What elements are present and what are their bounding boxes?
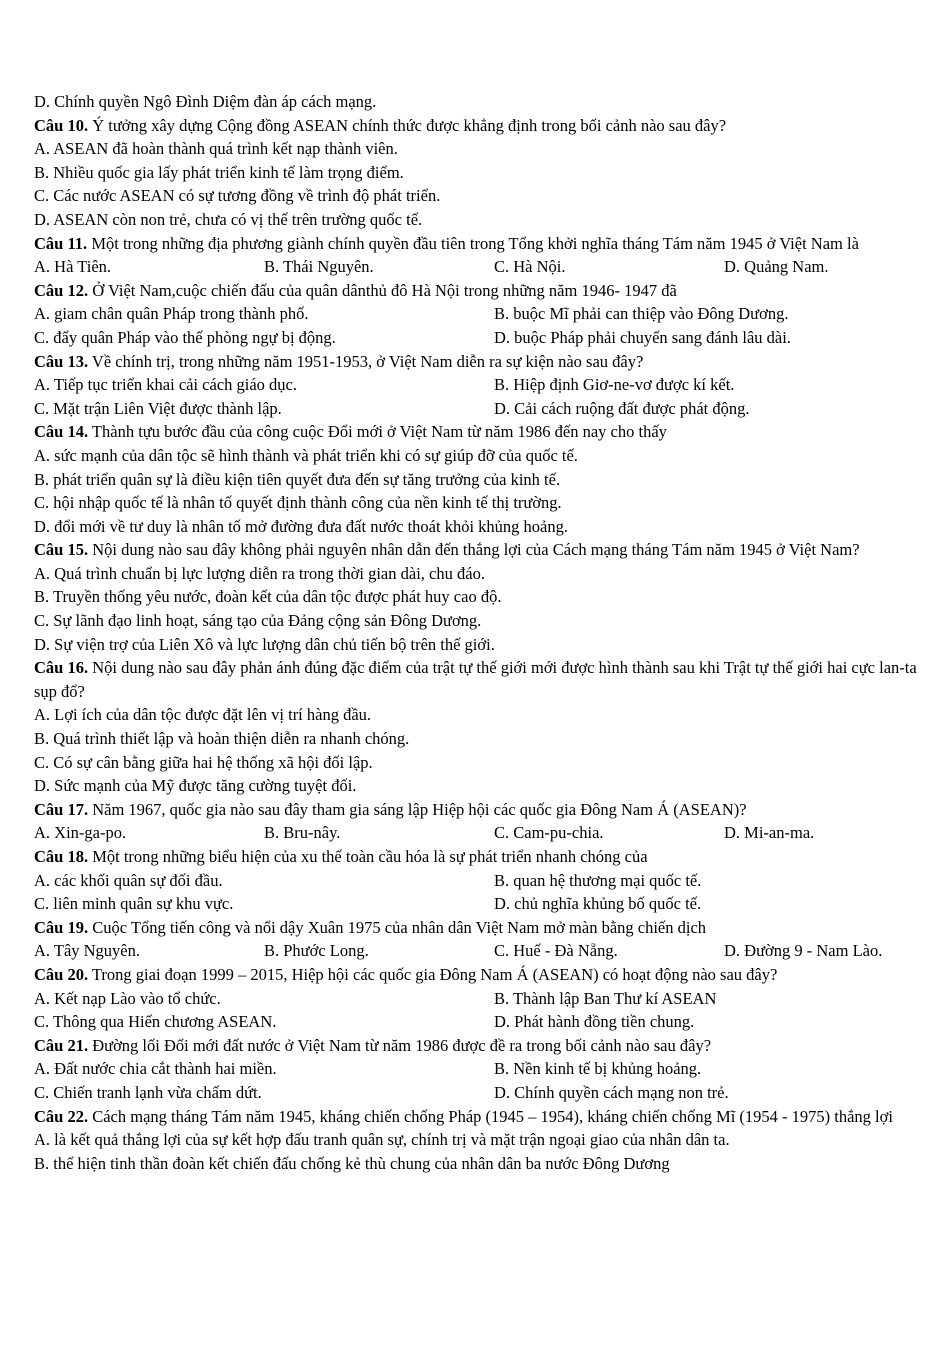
q16-option-d: D. Sức mạnh của Mỹ được tăng cường tuyệt đối.: [34, 776, 357, 796]
q15-option-d: D. Sự viện trợ của Liên Xô và lực lượng dân chủ tiến bộ trên thế giới.: [34, 634, 495, 654]
q12-option-c: C. đẩy quân Pháp vào thế phòng ngự bị động.: [34, 327, 336, 347]
question-text: Nội dung nào sau đây không phải nguyên nhân dẫn đến thắng lợi của Cách mạng tháng Tám năm 1945 ở Việt Nam?: [88, 540, 860, 560]
question-text: Năm 1967, quốc gia nào sau đây tham gia sáng lập Hiệp hội các quốc gia Đông Nam Á (ASEAN)?: [88, 799, 747, 819]
q14-option-d: D. đổi mới về tư duy là nhân tố mở đường đưa đất nước thoát khỏi khủng hoảng.: [34, 516, 568, 536]
q20-option-d: D. Phát hành đồng tiền chung.: [494, 1012, 695, 1032]
question-text: Đường lối Đổi mới đất nước ở Việt Nam từ năm 1986 được đề ra trong bối cảnh nào sau đây?: [88, 1035, 712, 1055]
q11-option-a: A. Hà Tiên.: [34, 257, 112, 277]
q18-options-row2: [34, 892, 924, 916]
q18-option-c: C. liên minh quân sự khu vực.: [34, 894, 234, 914]
question-number: Câu 16.: [34, 658, 89, 678]
question-number: Câu 11.: [34, 233, 88, 253]
q11-option-d: D. Quảng Nam.: [724, 257, 829, 277]
question-number: Câu 10.: [34, 115, 89, 135]
q18-option-b: B. quan hệ thương mại quốc tế.: [494, 870, 702, 890]
q18-options-row1: [34, 869, 924, 893]
q19-option-a: A. Tây Nguyên.: [34, 941, 141, 961]
question-text: Một trong những biểu hiện của xu thế toàn cầu hóa là sự phát triển nhanh chóng của: [88, 847, 648, 866]
q16-option-c: C. Có sự cân bằng giữa hai hệ thống xã hội đối lập.: [34, 752, 373, 772]
question-text: Ý tưởng xây dựng Cộng đồng ASEAN chính thức được khẳng định trong bối cảnh nào sau đây?: [88, 115, 727, 135]
question-number: Câu 19.: [34, 917, 89, 937]
question-20: [34, 963, 924, 987]
q19-option-c: C. Huế - Đà Nẵng.: [494, 941, 618, 961]
q12-option-d: D. buộc Pháp phải chuyển sang đánh lâu dài.: [494, 327, 791, 347]
question-number: Câu 22.: [34, 1106, 89, 1126]
question-text: Trong giai đoạn 1999 – 2015, Hiệp hội các quốc gia Đông Nam Á (ASEAN) có hoạt động nào sau đây?: [88, 964, 778, 984]
question-number: Câu 21.: [34, 1035, 89, 1055]
q21-option-d: D. Chính quyền cách mạng non trẻ.: [494, 1082, 729, 1102]
q12-option-b: B. buộc Mĩ phải can thiệp vào Đông Dương.: [494, 304, 789, 324]
question-14: [34, 420, 924, 444]
q13-option-c: C. Mặt trận Liên Việt được thành lập.: [34, 398, 282, 418]
exam-page: [34, 90, 924, 1175]
q20-option-c: C. Thông qua Hiến chương ASEAN.: [34, 1012, 277, 1032]
q10-option-c: C. Các nước ASEAN có sự tương đồng về trình độ phát triển.: [34, 186, 441, 206]
q17-options: [34, 821, 924, 845]
q21-option-c: C. Chiến tranh lạnh vừa chấm dứt.: [34, 1082, 262, 1102]
q13-option-b: B. Hiệp định Giơ-ne-vơ được kí kết.: [494, 375, 735, 395]
q17-option-b: B. Bru-nây.: [264, 823, 341, 843]
question-16: [34, 656, 924, 703]
q12-options-row1: [34, 302, 924, 326]
q13-options-row2: [34, 397, 924, 421]
question-18: [34, 845, 924, 869]
question-number: Câu 20.: [34, 964, 89, 984]
q16-option-b: B. Quá trình thiết lập và hoàn thiện diễn ra nhanh chóng.: [34, 729, 410, 749]
q15-option-b: B. Truyền thống yêu nước, đoàn kết của dân tộc được phát huy cao độ.: [34, 587, 502, 607]
question-number: Câu 14.: [34, 422, 89, 442]
question-19: [34, 916, 924, 940]
q15-option-a: A. Quá trình chuẩn bị lực lượng diễn ra trong thời gian dài, chu đáo.: [34, 563, 485, 583]
q15-option-c: C. Sự lãnh đạo linh hoạt, sáng tạo của Đảng cộng sản Đông Dương.: [34, 611, 482, 631]
q9-option-d: D. Chính quyền Ngô Đình Diệm đàn áp cách mạng.: [34, 92, 377, 111]
q18-option-d: D. chủ nghĩa khủng bố quốc tế.: [494, 894, 702, 914]
question-15: [34, 538, 924, 562]
q20-option-a: A. Kết nạp Lào vào tổ chức.: [34, 988, 221, 1008]
q21-option-a: A. Đất nước chia cắt thành hai miền.: [34, 1059, 277, 1079]
question-10: [34, 114, 924, 138]
q17-option-c: C. Cam-pu-chia.: [494, 823, 604, 843]
q10-option-d: D. ASEAN còn non trẻ, chưa có vị thế trên trường quốc tế.: [34, 209, 423, 229]
question-17: [34, 798, 924, 822]
q12-options-row2: [34, 326, 924, 350]
q12-option-a: A. giam chân quân Pháp trong thành phố.: [34, 304, 309, 324]
q21-options-row1: [34, 1057, 924, 1081]
q17-option-d: D. Mi-an-ma.: [724, 823, 815, 843]
question-number: Câu 18.: [34, 847, 89, 866]
question-number: Câu 17.: [34, 799, 89, 819]
q21-options-row2: [34, 1081, 924, 1105]
question-number: Câu 15.: [34, 540, 89, 560]
q10-option-a: A. ASEAN đã hoàn thành quá trình kết nạp thành viên.: [34, 139, 398, 159]
q18-option-a: A. các khối quân sự đối đầu.: [34, 870, 223, 890]
question-22: [34, 1105, 924, 1129]
q13-options-row1: [34, 373, 924, 397]
q20-options-row1: [34, 987, 924, 1011]
q17-option-a: A. Xin-ga-po.: [34, 823, 127, 843]
q22-option-a: A. là kết quả thắng lợi của sự kết hợp đấu tranh quân sự, chính trị và mặt trận ngoại giao của nhân dân ta.: [34, 1130, 730, 1150]
q14-option-a: A. sức mạnh của dân tộc sẽ hình thành và phát triển khi có sự giúp đỡ của quốc tế.: [34, 445, 578, 465]
question-text: Một trong những địa phương giành chính quyền đầu tiên trong Tổng khởi nghĩa tháng Tám năm 1945 ở Việt Nam là: [87, 233, 859, 253]
question-13: [34, 350, 924, 374]
q13-option-d: D. Cải cách ruộng đất được phát động.: [494, 398, 750, 418]
question-number: Câu 13.: [34, 351, 89, 371]
q11-options: [34, 255, 924, 279]
q20-option-b: B. Thành lập Ban Thư kí ASEAN: [494, 988, 717, 1008]
question-text: Về chính trị, trong những năm 1951-1953, ở Việt Nam diễn ra sự kiện nào sau đây?: [88, 351, 644, 371]
q20-options-row2: [34, 1010, 924, 1034]
q13-option-a: A. Tiếp tục triển khai cải cách giáo dục.: [34, 375, 298, 395]
question-21: [34, 1034, 924, 1058]
q11-option-b: B. Thái Nguyên.: [264, 257, 374, 277]
q14-option-c: C. hội nhập quốc tế là nhân tố quyết định thành công của nền kinh tế thị trường.: [34, 493, 562, 513]
q21-option-b: B. Nền kinh tế bị khủng hoảng.: [494, 1059, 702, 1079]
question-12: [34, 279, 924, 303]
question-text: Cuộc Tổng tiến công và nổi dậy Xuân 1975 của nhân dân Việt Nam mở màn bằng chiến dịch: [88, 917, 707, 937]
q14-option-b: B. phát triển quân sự là điều kiện tiên quyết đưa đến sự tăng trưởng của kinh tế.: [34, 469, 561, 489]
q11-option-c: C. Hà Nội.: [494, 257, 566, 277]
question-11: [34, 232, 924, 256]
q22-option-b: B. thể hiện tinh thần đoàn kết chiến đấu chống kẻ thù chung của nhân dân ba nước Đông Dương: [34, 1153, 670, 1173]
question-text: Nội dung nào sau đây phản ánh đúng đặc điểm của trật tự thế giới mới được hình thành sau khi Trật tự thế giới hai cực lan-ta sụp đổ?: [34, 658, 917, 701]
question-number: Câu 12.: [34, 280, 89, 300]
q16-option-a: A. Lợi ích của dân tộc được đặt lên vị trí hàng đầu.: [34, 705, 372, 725]
question-text: Cách mạng tháng Tám năm 1945, kháng chiến chống Pháp (1945 – 1954), kháng chiến chống Mĩ (1954 - 1975) thắng lợi: [88, 1106, 893, 1126]
q19-option-d: D. Đường 9 - Nam Lào.: [724, 941, 883, 961]
question-text: Thành tựu bước đầu của công cuộc Đổi mới ở Việt Nam từ năm 1986 đến nay cho thấy: [88, 422, 667, 442]
q19-options: [34, 939, 924, 963]
q10-option-b: B. Nhiều quốc gia lấy phát triển kinh tế làm trọng điểm.: [34, 162, 404, 182]
q19-option-b: B. Phước Long.: [264, 941, 369, 961]
question-text: Ở Việt Nam,cuộc chiến đấu của quân dânthủ đô Hà Nội trong những năm 1946- 1947 đã: [88, 280, 677, 300]
